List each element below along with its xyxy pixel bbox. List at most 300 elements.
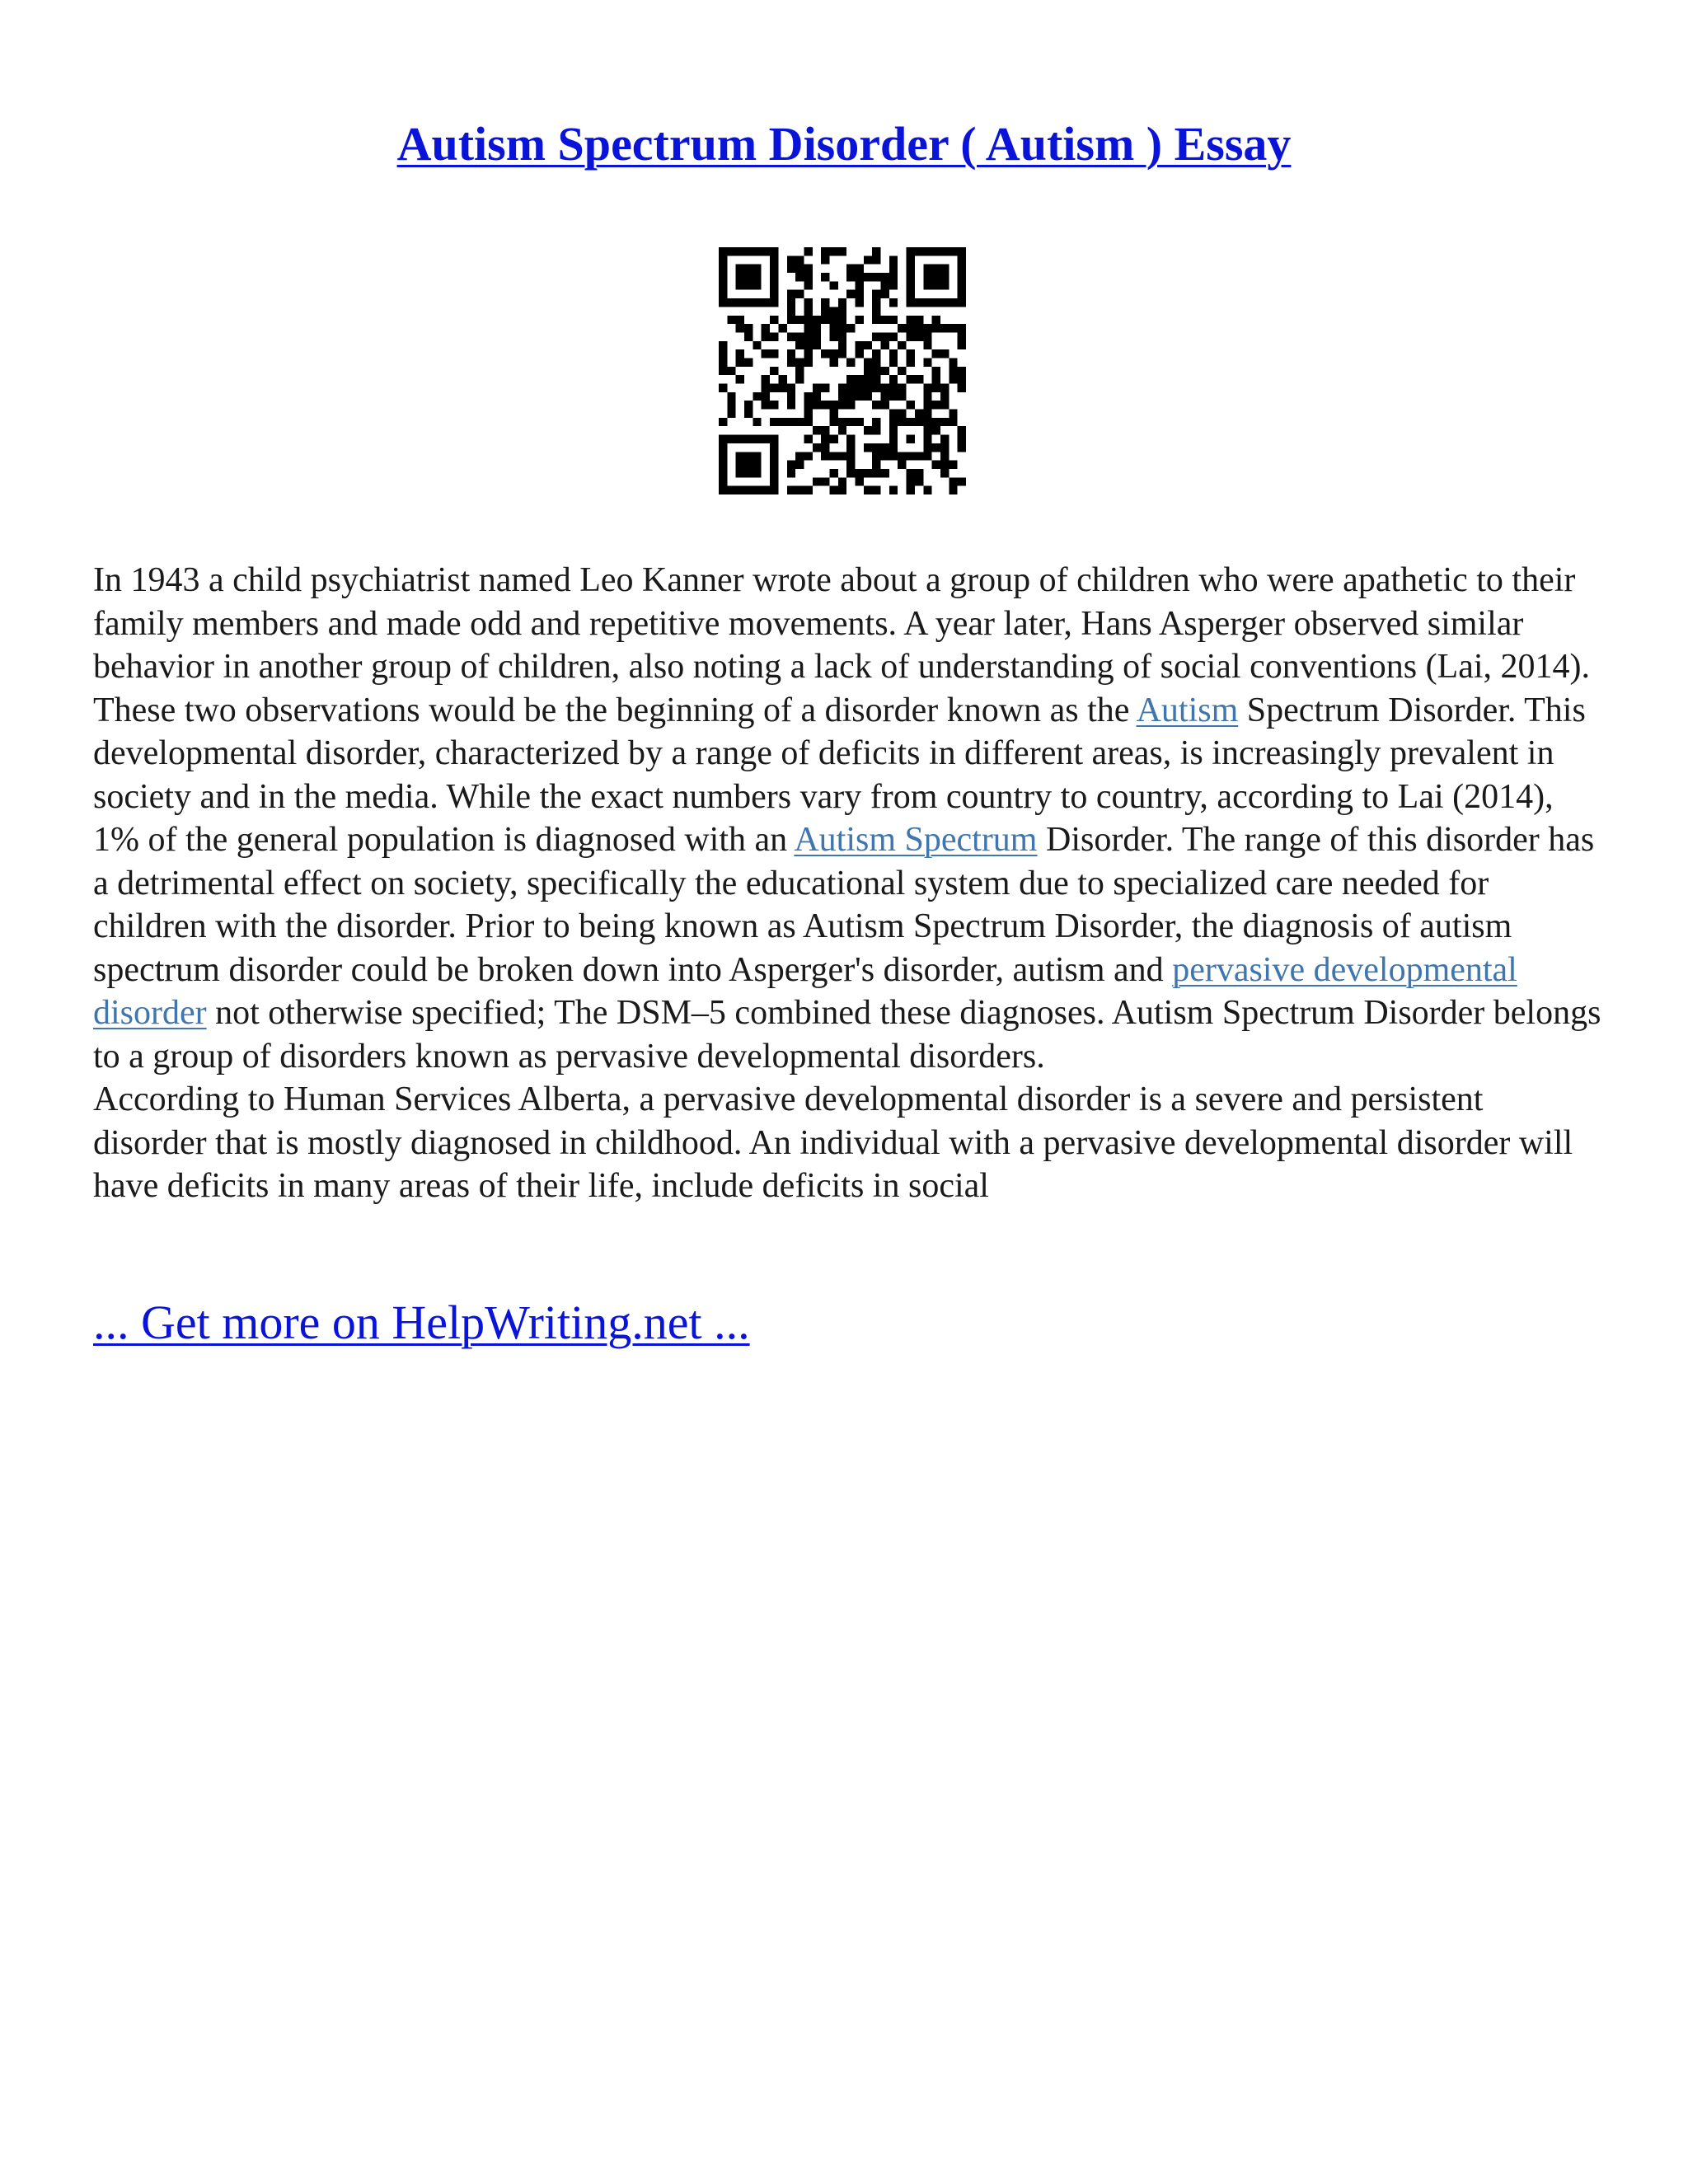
qr-module — [795, 332, 804, 340]
qr-module — [907, 281, 915, 289]
qr-module — [829, 410, 837, 418]
qr-module — [778, 375, 786, 383]
qr-module — [949, 477, 957, 485]
qr-module — [898, 324, 906, 332]
qr-module — [940, 273, 949, 281]
qr-module — [872, 418, 880, 426]
qr-module — [829, 316, 837, 324]
qr-module — [787, 290, 795, 298]
qr-module — [932, 324, 940, 332]
qr-module — [846, 290, 855, 298]
qr-module — [864, 392, 872, 401]
qr-module — [821, 307, 829, 315]
qr-module — [787, 316, 795, 324]
qr-module — [940, 298, 949, 307]
qr-module — [889, 332, 898, 340]
qr-module — [846, 324, 855, 332]
qr-module — [898, 461, 906, 469]
qr-module — [804, 265, 812, 273]
qr-module — [719, 298, 727, 307]
qr-module — [923, 435, 931, 443]
qr-module — [762, 324, 770, 332]
qr-module — [770, 435, 778, 443]
qr-module — [864, 255, 872, 264]
qr-module — [829, 486, 837, 494]
qr-module — [804, 401, 812, 409]
qr-module — [744, 401, 753, 409]
qr-module — [889, 443, 898, 452]
qr-module — [787, 469, 795, 477]
qr-module — [846, 461, 855, 469]
qr-module — [949, 367, 957, 375]
qr-module — [907, 316, 915, 324]
qr-module — [762, 401, 770, 409]
qr-module — [813, 384, 821, 392]
qr-module — [795, 452, 804, 460]
qr-module — [762, 486, 770, 494]
qr-module — [821, 426, 829, 434]
qr-module — [736, 324, 744, 332]
qr-module — [829, 452, 837, 460]
qr-module — [719, 477, 727, 485]
qr-module — [864, 273, 872, 281]
qr-module — [872, 426, 880, 434]
qr-module — [932, 316, 940, 324]
qr-module — [829, 469, 837, 477]
qr-module — [829, 358, 837, 366]
qr-module — [762, 384, 770, 392]
qr-module — [898, 384, 906, 392]
qr-module — [915, 332, 923, 340]
qr-module — [753, 461, 761, 469]
qr-module — [762, 392, 770, 401]
qr-module — [838, 324, 846, 332]
qr-module — [770, 443, 778, 452]
qr-module — [958, 290, 966, 298]
qr-module — [932, 375, 940, 383]
qr-module — [846, 358, 855, 366]
qr-module — [727, 392, 735, 401]
qr-module — [907, 358, 915, 366]
qr-module — [923, 401, 931, 409]
qr-module — [719, 290, 727, 298]
qr-module — [838, 247, 846, 255]
qr-module — [923, 486, 931, 494]
qr-module — [856, 281, 864, 289]
qr-module — [940, 469, 949, 477]
qr-module — [872, 247, 880, 255]
qr-module — [821, 435, 829, 443]
qr-module — [719, 443, 727, 452]
qr-module — [719, 247, 727, 255]
qr-module — [923, 324, 931, 332]
qr-module — [940, 349, 949, 358]
qr-module — [932, 443, 940, 452]
qr-module — [795, 316, 804, 324]
qr-module — [923, 341, 931, 349]
qr-module — [907, 273, 915, 281]
qr-module — [787, 392, 795, 401]
qr-module — [940, 461, 949, 469]
qr-module — [762, 349, 770, 358]
qr-module — [795, 273, 804, 281]
qr-module — [744, 273, 753, 281]
qr-module — [736, 469, 744, 477]
qr-module — [762, 435, 770, 443]
qr-module — [898, 367, 906, 375]
qr-module — [753, 281, 761, 289]
qr-module — [838, 316, 846, 324]
qr-module — [804, 358, 812, 366]
qr-module — [923, 452, 931, 460]
qr-module — [923, 418, 931, 426]
qr-module — [923, 384, 931, 392]
qr-module — [804, 392, 812, 401]
qr-module — [856, 341, 864, 349]
qr-module — [762, 298, 770, 307]
qr-module — [958, 255, 966, 264]
qr-module — [804, 418, 812, 426]
qr-module — [856, 384, 864, 392]
qr-module — [736, 461, 744, 469]
qr-module — [881, 273, 889, 281]
qr-module — [719, 435, 727, 443]
qr-module — [889, 349, 898, 358]
qr-module — [940, 247, 949, 255]
qr-module — [872, 332, 880, 340]
qr-module — [872, 349, 880, 358]
qr-module — [923, 392, 931, 401]
qr-module — [804, 332, 812, 340]
qr-module — [719, 273, 727, 281]
qr-module — [846, 435, 855, 443]
qr-module — [940, 435, 949, 443]
qr-module — [804, 298, 812, 307]
qr-module — [744, 265, 753, 273]
qr-module — [727, 316, 735, 324]
qr-module — [915, 324, 923, 332]
qr-module — [804, 281, 812, 289]
qr-module — [838, 349, 846, 358]
qr-module — [813, 332, 821, 340]
qr-module — [770, 290, 778, 298]
qr-module — [736, 273, 744, 281]
qr-module — [846, 401, 855, 409]
qr-module — [770, 349, 778, 358]
qr-module — [719, 265, 727, 273]
qr-module — [881, 469, 889, 477]
qr-module — [846, 469, 855, 477]
paragraph-1-text-c: Disorder. The range of this disorder has a detrimental effect on society, specifically the educational system due to specialized care needed for children with the disorder. Prior to being known as Autism Spectrum Disorder, the diagnosis of autism spectrum disorder could be broken down into Asperger's disorder, autism and — [93, 821, 1595, 989]
qr-module — [864, 469, 872, 477]
qr-module — [889, 316, 898, 324]
qr-module — [889, 410, 898, 418]
qr-module — [719, 255, 727, 264]
qr-module — [856, 316, 864, 324]
qr-module — [727, 410, 735, 418]
qr-module — [915, 298, 923, 307]
qr-module — [736, 265, 744, 273]
qr-module — [889, 426, 898, 434]
paragraph-2: According to Human Services Alberta, a pervasive developmental disorder is a severe and persistent disorder that is mostly diagnosed in childhood. An individual with a pervasive developmental disorder will have deficits in many areas of their life, include deficits in social — [93, 1080, 1573, 1205]
qr-module — [889, 375, 898, 383]
qr-module — [829, 324, 837, 332]
autism-link[interactable]: Autism — [1136, 691, 1239, 729]
qr-module — [753, 298, 761, 307]
qr-module — [770, 469, 778, 477]
qr-module — [770, 477, 778, 485]
qr-module — [881, 452, 889, 460]
qr-module — [958, 324, 966, 332]
paragraph-1-text-d: not otherwise specified; The DSM–5 combined these diagnoses. Autism Spectrum Disorder belongs to a group of disorders known as pervasive developmental disorders. — [93, 994, 1601, 1076]
qr-module — [821, 452, 829, 460]
qr-module — [907, 298, 915, 307]
qr-module — [804, 410, 812, 418]
qr-module — [813, 426, 821, 434]
qr-module — [907, 324, 915, 332]
qr-module — [889, 486, 898, 494]
qr-module — [864, 486, 872, 494]
qr-module — [923, 426, 931, 434]
qr-module — [898, 418, 906, 426]
qr-module — [958, 247, 966, 255]
qr-module — [907, 332, 915, 340]
qr-module — [753, 452, 761, 460]
qr-module — [744, 452, 753, 460]
qr-module — [838, 341, 846, 349]
qr-module — [727, 486, 735, 494]
qr-module — [787, 358, 795, 366]
qr-module — [838, 426, 846, 434]
qr-module — [804, 349, 812, 358]
qr-module — [923, 358, 931, 366]
qr-module — [881, 316, 889, 324]
qr-module — [787, 332, 795, 340]
paragraph-1 — [93, 559, 1601, 1078]
qr-module — [744, 332, 753, 340]
qr-module — [958, 384, 966, 392]
qr-module — [821, 349, 829, 358]
qr-module — [727, 367, 735, 375]
qr-module — [846, 418, 855, 426]
qr-module — [762, 247, 770, 255]
qr-module — [923, 410, 931, 418]
qr-module — [821, 384, 829, 392]
qr-module — [787, 486, 795, 494]
page-title — [0, 115, 1688, 173]
qr-module — [907, 486, 915, 494]
qr-module — [958, 367, 966, 375]
qr-module — [821, 477, 829, 485]
qr-module — [932, 401, 940, 409]
qr-module — [872, 316, 880, 324]
qr-module — [940, 452, 949, 460]
qr-module — [821, 401, 829, 409]
qr-module — [736, 349, 744, 358]
qr-module — [804, 247, 812, 255]
qr-module — [856, 469, 864, 477]
qr-module — [907, 349, 915, 358]
qr-module — [719, 486, 727, 494]
qr-module — [821, 298, 829, 307]
qr-module — [889, 255, 898, 264]
qr-module — [907, 452, 915, 460]
qr-module — [915, 469, 923, 477]
qr-module — [923, 332, 931, 340]
qr-module — [804, 324, 812, 332]
qr-module — [932, 247, 940, 255]
qr-code-icon — [719, 247, 966, 494]
qr-module — [838, 401, 846, 409]
qr-module — [787, 265, 795, 273]
qr-module — [958, 375, 966, 383]
qr-module — [795, 375, 804, 383]
qr-module — [770, 247, 778, 255]
qr-module — [949, 298, 957, 307]
qr-module — [889, 265, 898, 273]
qr-module — [872, 375, 880, 383]
qr-module — [907, 418, 915, 426]
qr-module — [889, 435, 898, 443]
qr-module — [744, 324, 753, 332]
qr-module — [915, 452, 923, 460]
qr-module — [915, 247, 923, 255]
qr-module — [821, 443, 829, 452]
qr-module — [719, 461, 727, 469]
qr-module — [719, 452, 727, 460]
qr-module — [795, 418, 804, 426]
qr-module — [864, 367, 872, 375]
qr-module — [838, 332, 846, 340]
qr-module — [744, 461, 753, 469]
qr-module — [753, 265, 761, 273]
qr-module — [958, 443, 966, 452]
qr-module — [719, 358, 727, 366]
qr-module — [753, 435, 761, 443]
qr-module — [795, 341, 804, 349]
qr-module — [829, 418, 837, 426]
qr-module — [907, 477, 915, 485]
qr-module — [864, 375, 872, 383]
qr-module — [795, 358, 804, 366]
qr-module — [821, 247, 829, 255]
qr-module — [744, 410, 753, 418]
qr-module — [770, 332, 778, 340]
qr-module — [898, 392, 906, 401]
qr-module — [787, 298, 795, 307]
qr-module — [949, 324, 957, 332]
qr-module — [795, 461, 804, 469]
qr-module — [829, 307, 837, 315]
qr-module — [949, 358, 957, 366]
qr-module — [932, 349, 940, 358]
qr-module — [795, 255, 804, 264]
get-more-paragraph — [93, 1294, 750, 1352]
qr-module — [864, 358, 872, 366]
qr-module — [719, 341, 727, 349]
qr-module — [923, 247, 931, 255]
qr-module — [872, 384, 880, 392]
qr-module — [907, 265, 915, 273]
qr-module — [940, 392, 949, 401]
qr-module — [829, 332, 837, 340]
qr-module — [889, 298, 898, 307]
qr-module — [778, 324, 786, 332]
qr-module — [872, 307, 880, 315]
qr-module — [846, 443, 855, 452]
qr-module — [778, 418, 786, 426]
qr-module — [915, 418, 923, 426]
qr-module — [795, 290, 804, 298]
qr-module — [915, 375, 923, 383]
qr-module — [838, 486, 846, 494]
qr-module — [736, 298, 744, 307]
qr-module — [958, 477, 966, 485]
get-more-link[interactable]: ... Get more on HelpWriting.net ... — [93, 1296, 750, 1349]
qr-module — [872, 452, 880, 460]
qr-module — [856, 477, 864, 485]
qr-module — [744, 298, 753, 307]
qr-module — [958, 265, 966, 273]
qr-module — [736, 358, 744, 366]
qr-module — [753, 341, 761, 349]
qr-module — [770, 384, 778, 392]
qr-module — [949, 486, 957, 494]
qr-module — [778, 384, 786, 392]
qr-module — [958, 435, 966, 443]
qr-module — [770, 367, 778, 375]
qr-module — [813, 341, 821, 349]
qr-module — [872, 443, 880, 452]
title-link[interactable]: Autism Spectrum Disorder ( Autism ) Essay — [396, 117, 1292, 171]
qr-module — [770, 401, 778, 409]
qr-module — [813, 316, 821, 324]
qr-module — [753, 392, 761, 401]
qr-module — [813, 324, 821, 332]
paragraph-1-text-a: In 1943 a child psychiatrist named Leo Kanner wrote about a group of children who were apathetic to their family members and made odd and repetitive movements. A year later, Hans Asperger observed similar behavior in another group of children, also noting a lack of understanding of social conventions (Lai, 2014). These two observations would be the beginning of a disorder known as the — [93, 561, 1591, 729]
qr-module — [856, 290, 864, 298]
pervasive-developmental-disorder-link[interactable]: pervasive developmental disorder — [93, 950, 1517, 1032]
qr-module — [795, 265, 804, 273]
qr-module — [846, 392, 855, 401]
qr-module — [770, 418, 778, 426]
qr-module — [829, 349, 837, 358]
qr-module — [949, 247, 957, 255]
autism-spectrum-link[interactable]: Autism Spectrum — [794, 821, 1038, 859]
qr-module — [856, 375, 864, 383]
qr-module — [889, 281, 898, 289]
qr-module — [829, 247, 837, 255]
qr-module — [719, 349, 727, 358]
qr-module — [770, 316, 778, 324]
qr-module — [719, 469, 727, 477]
qr-module — [958, 426, 966, 434]
qr-module — [821, 273, 829, 281]
qr-module — [958, 341, 966, 349]
qr-module — [804, 486, 812, 494]
qr-module — [907, 255, 915, 264]
qr-module — [804, 307, 812, 315]
qr-module — [881, 367, 889, 375]
qr-module — [838, 298, 846, 307]
qr-module — [795, 367, 804, 375]
qr-module — [923, 273, 931, 281]
qr-module — [907, 375, 915, 383]
qr-module — [923, 265, 931, 273]
qr-module — [787, 461, 795, 469]
qr-module — [907, 469, 915, 477]
qr-module — [907, 247, 915, 255]
